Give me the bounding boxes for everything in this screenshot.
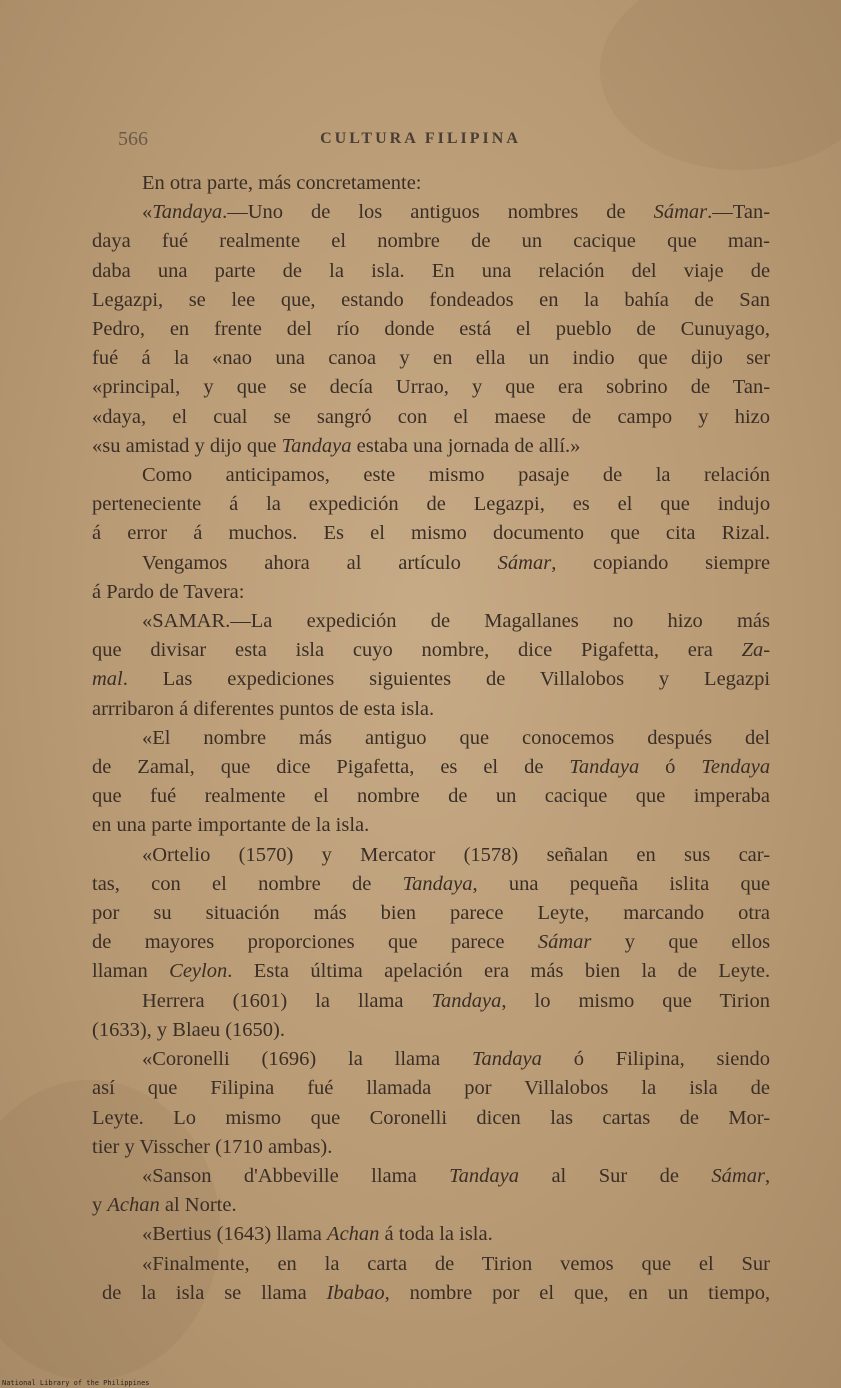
text-line: «Finalmente, en la carta de Tirion vemos que el Sur <box>142 1252 770 1275</box>
paragraph-block <box>92 169 770 1308</box>
text-line: «Coronelli (1696) la llama Tandaya ó Filipina, siendo <box>142 1048 770 1071</box>
text-line: de la isla se llama Ibabao, nombre por el que, en un tiempo, <box>102 1281 770 1304</box>
text-line: «su amistad y dijo que Tandaya estaba una jornada de allí.» <box>92 434 581 457</box>
text-line: Pedro, en frente del río donde está el pueblo de Cunuyago, <box>92 318 770 341</box>
text-line: Legazpi, se lee que, estando fondeados en la bahía de San <box>92 288 770 311</box>
text-line: á error á muchos. Es el mismo documento que cita Rizal. <box>92 522 770 545</box>
text-line: llaman Ceylon. Esta última apelación era más bien la de Leyte. <box>92 960 770 983</box>
text-line: Leyte. Lo mismo que Coronelli dicen las cartas de Mor- <box>92 1106 770 1129</box>
text-line: mal. Las expediciones siguientes de Villalobos y Legazpi <box>92 668 770 691</box>
running-head: CULTURA FILIPINA <box>320 130 521 147</box>
text-line: «Sanson d'Abbeville llama Tandaya al Sur de Sámar, <box>142 1164 770 1187</box>
text-line: Como anticipamos, este mismo pasaje de la relación <box>142 464 770 487</box>
text-line: Herrera (1601) la llama Tandaya, lo mismo que Tirion <box>142 989 770 1012</box>
text-line: de Zamal, que dice Pigafetta, es el de Tandaya ó Tendaya <box>92 756 770 779</box>
text-line: «El nombre más antiguo que conocemos después del <box>142 726 770 749</box>
text-line: «Tandaya.—Uno de los antiguos nombres de Sámar.—Tan- <box>142 201 770 224</box>
text-line: En otra parte, más concretamente: <box>142 172 422 194</box>
text-line: que divisar esta isla cuyo nombre, dice Pigafetta, era Za- <box>92 639 770 662</box>
body-text <box>92 169 770 1308</box>
page-number: 566 <box>118 128 148 150</box>
text-line: por su situación más bien parece Leyte, marcando otra <box>92 902 770 925</box>
text-line: «principal, y que se decía Urrao, y que era sobrino de Tan- <box>92 376 770 399</box>
text-line: «Bertius (1643) llama Achan á toda la isla. <box>142 1223 493 1246</box>
text-line: tas, con el nombre de Tandaya, una pequeña islita que <box>92 872 770 895</box>
text-line: en una parte importante de la isla. <box>92 814 370 837</box>
text-line: Vengamos ahora al artículo Sámar, copiando siempre <box>142 551 770 574</box>
page-header <box>118 128 723 156</box>
text-line: daya fué realmente el nombre de un cacique que man- <box>92 230 770 253</box>
text-line: á Pardo de Tavera: <box>92 580 245 603</box>
text-line: daba una parte de la isla. En una relación del viaje de <box>92 259 770 282</box>
text-line: «daya, el cual se sangró con el maese de campo y hizo <box>92 405 770 428</box>
text-line: de mayores proporciones que parece Sámar y que ellos <box>92 931 770 954</box>
footer-credit: National Library of the Philippines <box>2 1379 150 1387</box>
text-line: tier y Visscher (1710 ambas). <box>92 1135 333 1158</box>
text-line: así que Filipina fué llamada por Villalobos la isla de <box>92 1077 770 1100</box>
text-line: (1633), y Blaeu (1650). <box>92 1018 286 1041</box>
text-line: que fué realmente el nombre de un cacique que imperaba <box>92 785 770 808</box>
text-line: y Achan al Norte. <box>92 1194 237 1217</box>
text-line: «Ortelio (1570) y Mercator (1578) señalan en sus car- <box>142 843 770 866</box>
text-line: fué á la «nao una canoa y en ella un indio que dijo ser <box>92 347 770 370</box>
text-line: «SAMAR.—La expedición de Magallanes no hizo más <box>142 610 770 633</box>
text-line: perteneciente á la expedición de Legazpi, es el que indujo <box>92 493 770 516</box>
text-line: arrribaron á diferentes puntos de esta isla. <box>92 697 435 720</box>
